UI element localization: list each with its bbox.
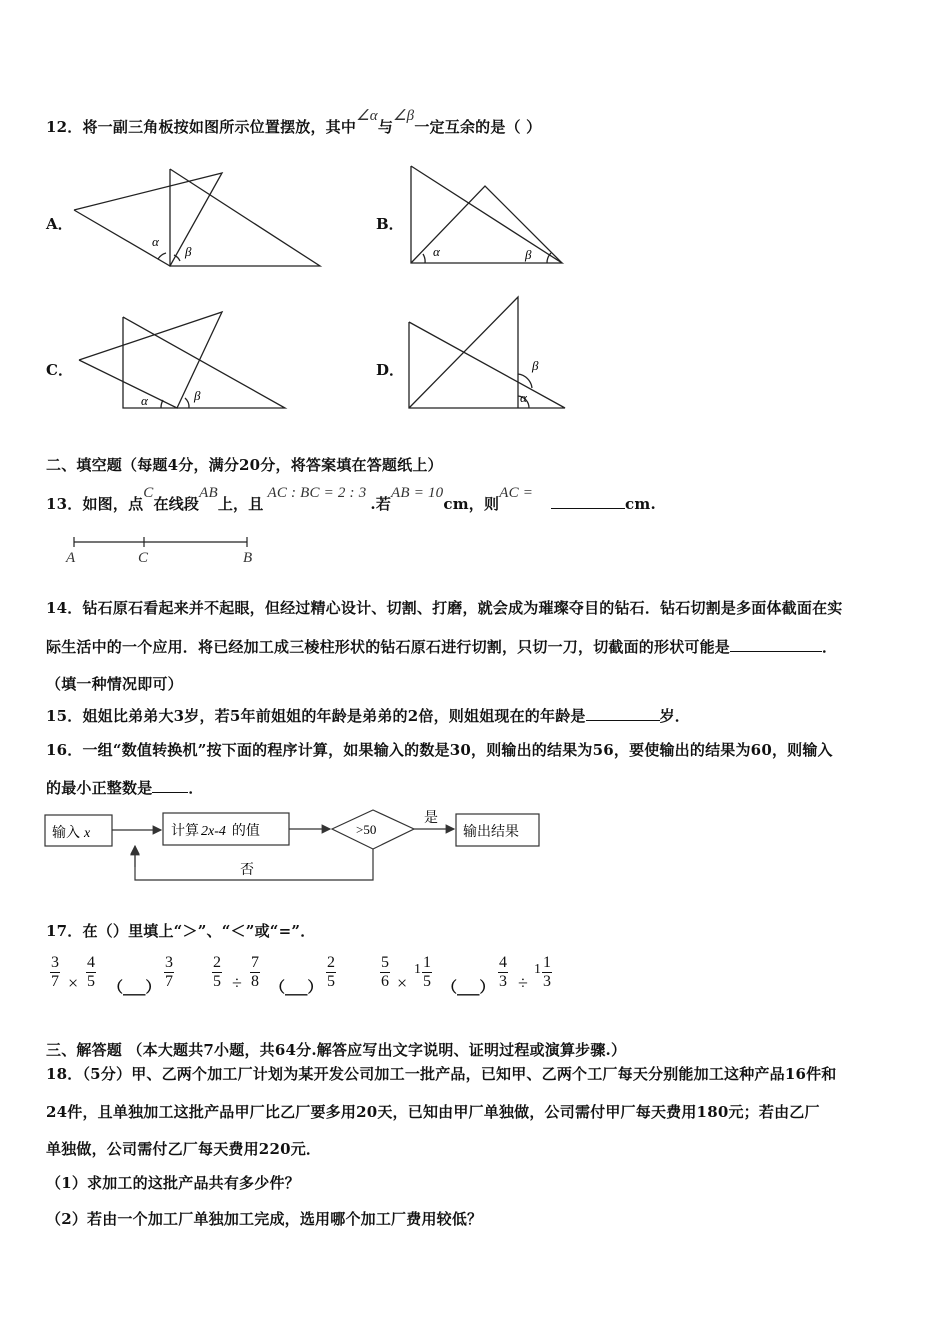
angle-alpha-label: α xyxy=(152,234,159,249)
fraction: $\frac{2}{5}$ xyxy=(327,954,335,990)
figure-d xyxy=(405,292,575,417)
flow-yes-label: 是 xyxy=(424,811,438,826)
fraction: $\frac{3}{7}$ xyxy=(51,954,59,990)
fraction: $\frac{7}{8}$ xyxy=(251,954,259,990)
segment-figure xyxy=(62,532,267,566)
angle-beta-label: β xyxy=(532,358,539,373)
point-c: C xyxy=(138,550,149,566)
q18-sub2: （2）若由一个加工厂单独加工完成，选用哪个加工厂费用较低？ xyxy=(46,1210,483,1228)
angle-alpha-label: α xyxy=(433,244,440,259)
mixed-whole: 1 xyxy=(534,962,541,977)
flow-calc-label: 计算 2x-4 的值 xyxy=(171,824,260,839)
flow-no-label: 否 xyxy=(240,863,254,878)
q12-stem: 12．将一副三角板按如图所示位置摆放，其中∠α与∠β一定互余的是（ ） xyxy=(46,108,542,136)
flowchart xyxy=(40,805,550,885)
mixed-whole: 1 xyxy=(414,962,421,977)
operator: × xyxy=(68,973,79,993)
alpha-symbol: ∠α xyxy=(356,108,378,124)
fraction: $\frac{3}{7}$ xyxy=(165,954,173,990)
q18-sub1: （1）求加工的这批产品共有多少件？ xyxy=(46,1174,300,1192)
fraction: $\frac{4}{3}$ xyxy=(499,954,507,990)
fraction: $\frac{5}{6}$ xyxy=(381,954,389,990)
option-b-label: B． xyxy=(376,215,404,233)
q15-stem: 15．姐姐比弟弟大3岁，若5年前姐姐的年龄是弟弟的2倍，则姐姐现在的年龄是 岁． xyxy=(46,707,690,725)
q16-line2: 的最小正整数是 ． xyxy=(46,779,204,797)
q18-line2: 24件，且单独加工这批产品甲厂比乙厂要多用20天，已知由甲厂单独做，公司需付甲厂每天费用180元；若由乙厂 xyxy=(46,1103,820,1121)
q14-line3: （填一种情况即可） xyxy=(46,675,183,693)
angle-beta-label: β xyxy=(194,388,201,403)
q18-line1: 18．（5分）甲、乙两个加工厂计划为某开发公司加工一批产品，已知甲、乙两个工厂每天分别能加工这种产品16件和 xyxy=(46,1065,837,1083)
q14-line2: 际生活中的一个应用．将已经加工成三棱柱形状的钻石原石进行切割，只切一刀，切截面的形状可能是 ． xyxy=(46,638,838,656)
q15-answer-blank[interactable] xyxy=(586,706,660,721)
figure-b xyxy=(405,160,575,270)
q17-answer-blank-1[interactable]: （___） xyxy=(108,978,161,996)
q17-answer-blank-2[interactable]: （___） xyxy=(270,978,323,996)
operator: ÷ xyxy=(518,973,528,993)
beta-symbol: ∠β xyxy=(393,108,415,124)
q18-line3: 单独做，公司需付乙厂每天费用220元． xyxy=(46,1140,322,1158)
angle-alpha-label: α xyxy=(141,393,148,408)
section2-title: 二、填空题（每题4分，满分20分，将答案填在答题纸上） xyxy=(46,456,443,474)
fraction: $\frac{4}{5}$ xyxy=(87,954,95,990)
q14-line1: 14．钻石原石看起来并不起眼，但经过精心设计、切割、打磨，就会成为璀璨夺目的钻石．钻石切割是多面体截面在实 xyxy=(46,599,843,617)
option-a-label: A． xyxy=(46,215,73,233)
angle-alpha-label: α xyxy=(520,390,527,405)
q13-stem: 13．如图，点C在线段AB上，且AC : BC = 2 : 3.若AB = 10cm，则AC =cm. xyxy=(46,485,656,513)
flow-input-label: 输入 x xyxy=(52,826,91,841)
fraction: $\frac{1}{5}$ xyxy=(423,954,431,990)
flow-output-label: 输出结果 xyxy=(463,825,519,840)
point-a: A xyxy=(66,550,76,566)
section3-title: 三、解答题 （本大题共7小题，共64分.解答应写出文字说明、证明过程或演算步骤.） xyxy=(46,1041,627,1059)
flow-condition-label: >50 xyxy=(356,822,377,837)
figure-c xyxy=(75,300,295,415)
point-b: B xyxy=(243,550,253,566)
figure-a xyxy=(70,165,330,275)
fraction: $\frac{2}{5}$ xyxy=(213,954,221,990)
fraction: $\frac{1}{3}$ xyxy=(543,954,551,990)
option-d-label: D． xyxy=(376,361,405,379)
angle-beta-label: β xyxy=(185,244,192,259)
operator: × xyxy=(397,973,408,993)
q13-answer-blank[interactable] xyxy=(551,494,625,509)
q17-stem: 17．在（）里填上“＞”、“＜”或“=”． xyxy=(46,922,316,940)
option-c-label: C． xyxy=(46,361,73,379)
q17-answer-blank-3[interactable]: （___） xyxy=(442,978,495,996)
q16-answer-blank[interactable] xyxy=(152,778,188,793)
angle-beta-label: β xyxy=(525,247,532,262)
q14-answer-blank[interactable] xyxy=(730,637,822,652)
q16-line1: 16．一组“数值转换机”按下面的程序计算，如果输入的数是30，则输出的结果为56，要使输出的结果为60，则输入 xyxy=(46,741,833,759)
operator: ÷ xyxy=(232,973,242,993)
